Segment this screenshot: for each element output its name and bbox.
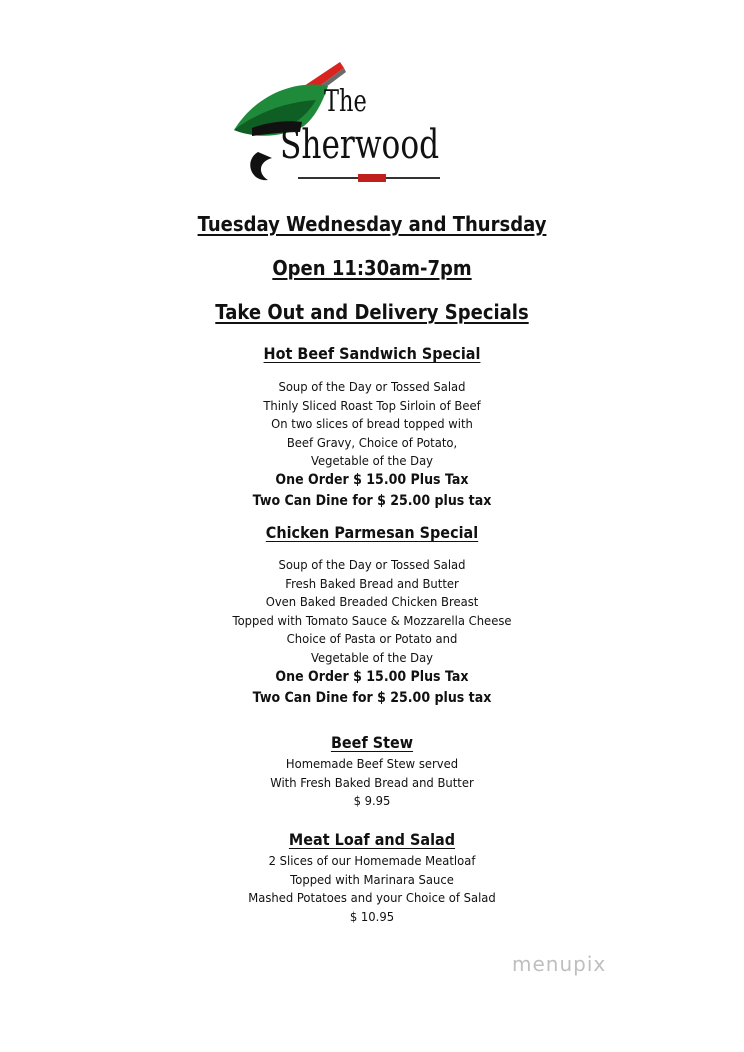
menu-line: Topped with Tomato Sauce & Mozzarella Cheese	[232, 612, 512, 628]
price-line: $ 10.95	[349, 908, 395, 924]
menu-line: Homemade Beef Stew served	[285, 756, 459, 771]
menu-line: 2 Slices of our Homemade Meatloaf	[268, 853, 476, 868]
menu-line: Thinly Sliced Roast Top Sirloin of Beef	[263, 397, 481, 413]
menu-line: Fresh Baked Bread and Butter	[285, 575, 459, 591]
menu-line: Topped with Marinara Sauce	[290, 871, 454, 887]
price-line: Two Can Dine for $ 25.00 plus tax	[252, 493, 492, 509]
menu-line: Choice of Pasta or Potato and	[286, 631, 458, 646]
section-title: Hot Beef Sandwich Special	[263, 344, 481, 363]
menu-line: Soup of the Day or Tossed Salad	[278, 379, 466, 394]
days-heading: Tuesday Wednesday and Thursday	[197, 212, 547, 236]
watermark: menupix	[512, 952, 607, 976]
menu-line: Mashed Potatoes and your Choice of Salad	[248, 890, 496, 905]
menu-line: Oven Baked Breaded Chicken Breast	[265, 594, 479, 609]
logo-text-the: The	[324, 84, 367, 119]
price-line: One Order $ 15.00 Plus Tax	[275, 472, 469, 488]
section-title: Meat Loaf and Salad	[288, 830, 456, 849]
section-title: Beef Stew	[330, 733, 414, 752]
section-title: Chicken Parmesan Special	[265, 523, 479, 542]
sherwood-logo	[228, 52, 448, 197]
price-line: One Order $ 15.00 Plus Tax	[275, 669, 469, 685]
menu-line: Vegetable of the Day	[310, 453, 434, 468]
menu-line: With Fresh Baked Bread and Butter	[270, 774, 474, 790]
hours-heading: Open 11:30am-7pm	[272, 256, 472, 280]
price-line: $ 9.95	[353, 793, 391, 808]
price-line: Two Can Dine for $ 25.00 plus tax	[252, 690, 492, 706]
menu-line: On two slices of bread topped with	[271, 416, 473, 431]
specials-heading: Take Out and Delivery Specials	[215, 300, 529, 324]
logo-text-name: Sherwood	[280, 122, 440, 168]
menu-line: Vegetable of the Day	[310, 649, 434, 665]
menu-line: Soup of the Day or Tossed Salad	[278, 557, 466, 572]
menu-line: Beef Gravy, Choice of Potato,	[286, 434, 458, 450]
